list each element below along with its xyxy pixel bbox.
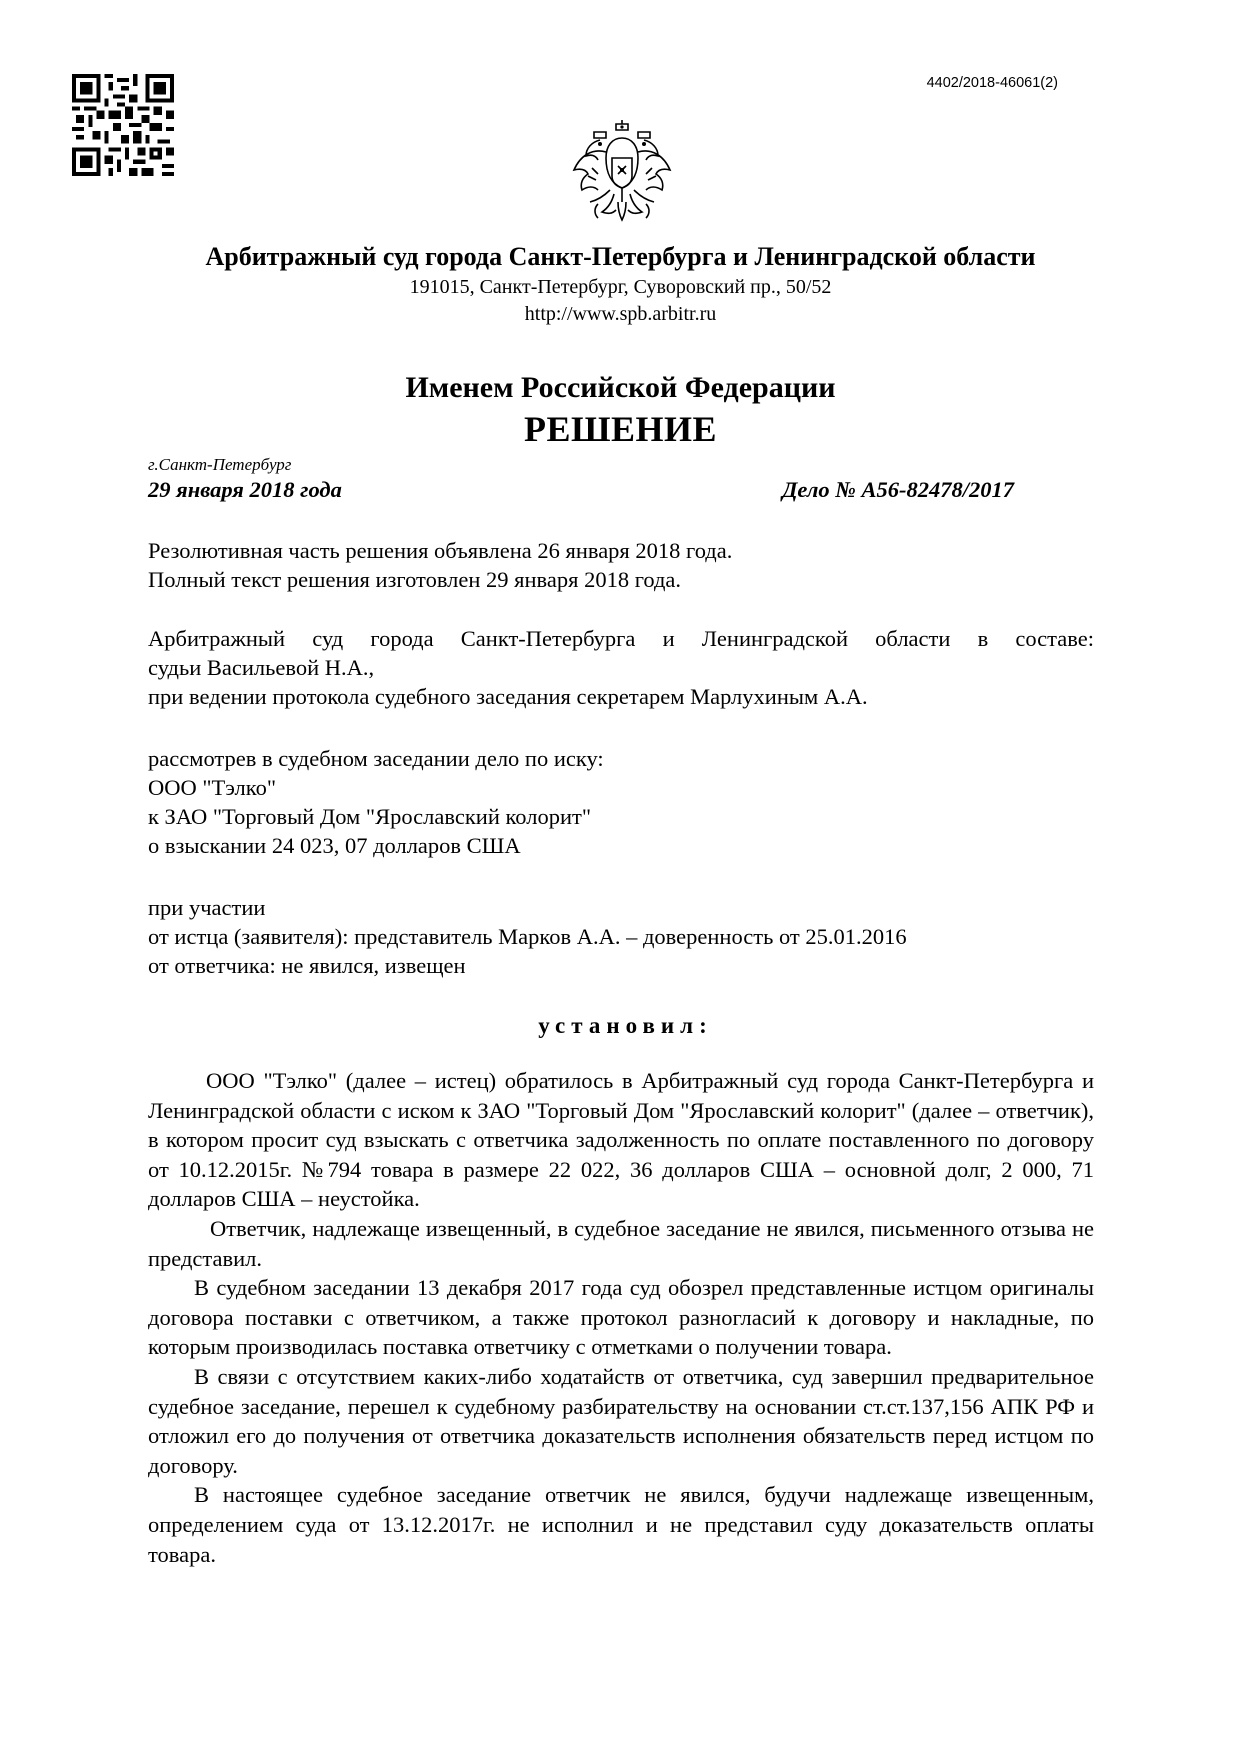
text-line: Арбитражный суд города Санкт-Петербурга и Ленинградской области в составе: [148, 626, 1094, 651]
decision-body [148, 1066, 1094, 1569]
case-number: Дело № А56-82478/2017 [782, 477, 1014, 502]
text-line: от ответчика: не явился, извещен [148, 953, 466, 978]
decision-date: 29 января 2018 года [148, 477, 342, 502]
paragraph: Ответчик, надлежаще извещенный, в судебное заседание не явился, письменного отзыва не представил. [148, 1215, 1094, 1271]
established-heading: установил: [538, 1013, 713, 1038]
court-name-heading: Арбитражный суд города Санкт-Петербурга и Ленинградской области [205, 242, 1036, 271]
city: г.Санкт-Петербург [148, 455, 292, 474]
paragraph: В судебном заседании 13 декабря 2017 года суд обозрел представленные истцом оригиналы договора поставки с ответчиком, а также протокол разногласий к договору и накладные, по которым производилась поставка ответчику с отметками о получении товара. [148, 1275, 1094, 1360]
case-subject-block [148, 744, 1094, 860]
text-line: от истца (заявителя): представитель Марков А.А. – доверенность от 25.01.2016 [148, 924, 907, 949]
paragraph: ООО "Тэлко" (далее – истец) обратилось в Арбитражный суд города Санкт-Петербурга и Ленинградской области с иском к ЗАО "Торговый Дом "Ярославский колорит" (далее – ответчик), в котором просит суд взыскать с ответчика задолженность по оплате поставленного по договору от 10.12.2015г. №794 товара в размере 22 022, 36 долларов США – основной долг, 2 000, 71 долларов США – неустойка. [148, 1068, 1094, 1212]
paragraph: В настоящее судебное заседание ответчик не явился, будучи надлежаще извещенным, определением суда от 13.12.2017г. не исполнил и не представил суду доказательств оплаты товара. [148, 1482, 1094, 1567]
document-title: РЕШЕНИЕ [523, 409, 718, 449]
coat-of-arms-emblem [570, 118, 674, 226]
dates-block [148, 536, 1094, 594]
paragraph: В связи с отсутствием каких-либо ходатайств от ответчика, суд завершил предварительное судебное заседание, перешел к судебному разбирательству на основании ст.ст.137,156 АПК РФ и отложил его до получения от ответчика доказательств исполнения обязательств перед истцом по договору. [148, 1363, 1094, 1478]
document-number: 4402/2018-46061(2) [926, 75, 1058, 91]
text-line: при ведении протокола судебного заседания секретарем Марлухиным А.А. [148, 684, 868, 709]
text-line: Полный текст решения изготовлен 29 января 2018 года. [148, 567, 682, 592]
text-line: рассмотрев в судебном заседании дело по иску: [148, 746, 604, 771]
in-the-name-heading: Именем Российской Федерации [405, 371, 836, 404]
court-website: http://www.spb.arbitr.ru [524, 303, 717, 325]
court-address: 191015, Санкт-Петербург, Суворовский пр., 50/52 [409, 276, 832, 298]
text-line: ООО "Тэлко" [148, 775, 277, 800]
qr-code [72, 74, 174, 176]
text-line: к ЗАО "Торговый Дом "Ярославский колорит" [148, 804, 592, 829]
text-line: о взыскании 24 023, 07 долларов США [148, 833, 521, 858]
text-line: судьи Васильевой Н.А., [148, 655, 375, 680]
court-composition-block [148, 624, 1094, 711]
text-line: при участии [148, 895, 266, 920]
participants-block [148, 893, 1094, 980]
text-line: Резолютивная часть решения объявлена 26 января 2018 года. [148, 538, 733, 563]
